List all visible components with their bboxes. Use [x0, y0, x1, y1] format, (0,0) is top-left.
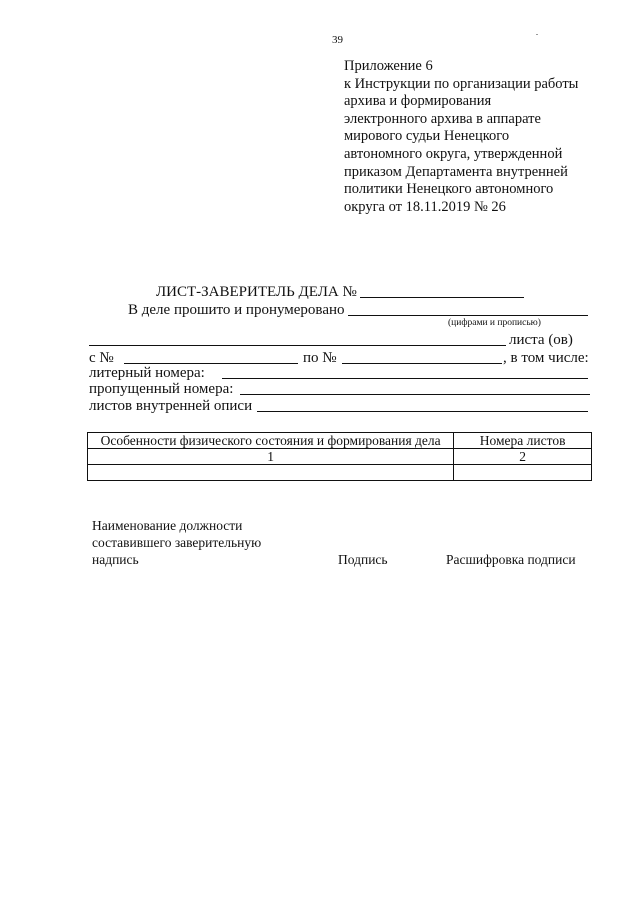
- form-title: ЛИСТ-ЗАВЕРИТЕЛЬ ДЕЛА №: [156, 284, 357, 300]
- appendix-line: электронного архива в аппарате: [344, 110, 541, 127]
- position-line: надпись: [92, 552, 139, 567]
- header-condition: Особенности физического состояния и формирования дела: [88, 433, 454, 449]
- sheets-label: листа (ов): [509, 332, 573, 348]
- signature-decode-label: Расшифровка подписи: [446, 552, 576, 567]
- scan-mark: [536, 34, 538, 35]
- position-line: составившего заверительную: [92, 535, 262, 550]
- table-row: [88, 465, 592, 481]
- appendix-line: архива и формирования: [344, 93, 492, 110]
- appendix-line: политики Ненецкого автономного: [344, 181, 554, 198]
- appendix-line: мирового судьи Ненецкого: [344, 128, 510, 145]
- column-number: 1: [88, 449, 454, 465]
- appendix-block: [344, 58, 624, 216]
- page-number: 39: [332, 34, 343, 46]
- column-number: 2: [454, 449, 592, 465]
- including-label: , в том числе:: [503, 350, 589, 366]
- case-number-line[interactable]: [360, 297, 524, 298]
- header-sheet-numbers: Номера листов: [454, 433, 592, 449]
- condition-table: [87, 432, 592, 481]
- table-number-row: [88, 449, 592, 465]
- signature-label: Подпись: [338, 552, 388, 567]
- hint-text: (цифрами и прописью): [448, 318, 541, 328]
- table-cell[interactable]: [88, 465, 454, 481]
- inventory-label: листов внутренней описи: [89, 398, 253, 414]
- appendix-line: автономного округа, утвержденной: [344, 145, 563, 162]
- table-cell[interactable]: [454, 465, 592, 481]
- table-header-row: [88, 433, 592, 449]
- lettered-line[interactable]: [222, 378, 588, 379]
- inventory-line[interactable]: [257, 411, 588, 412]
- from-number-line[interactable]: [124, 363, 298, 364]
- sheets-count-line[interactable]: [89, 345, 506, 346]
- position-line: Наименование должности: [92, 518, 243, 533]
- to-number-line[interactable]: [342, 363, 502, 364]
- missed-line[interactable]: [240, 394, 590, 395]
- sewn-label: В деле прошито и пронумеровано: [128, 302, 345, 318]
- appendix-line: к Инструкции по организации работы: [344, 75, 579, 92]
- from-label: с №: [89, 350, 114, 366]
- appendix-line: приказом Департамента внутренней: [344, 163, 568, 180]
- lettered-label: литерный номера:: [89, 365, 205, 381]
- appendix-line: округа от 18.11.2019 № 26: [344, 198, 506, 215]
- appendix-line: Приложение 6: [344, 58, 433, 74]
- missed-label: пропущенный номера:: [89, 381, 234, 397]
- sewn-count-line[interactable]: [348, 315, 588, 316]
- to-label: по №: [303, 350, 337, 366]
